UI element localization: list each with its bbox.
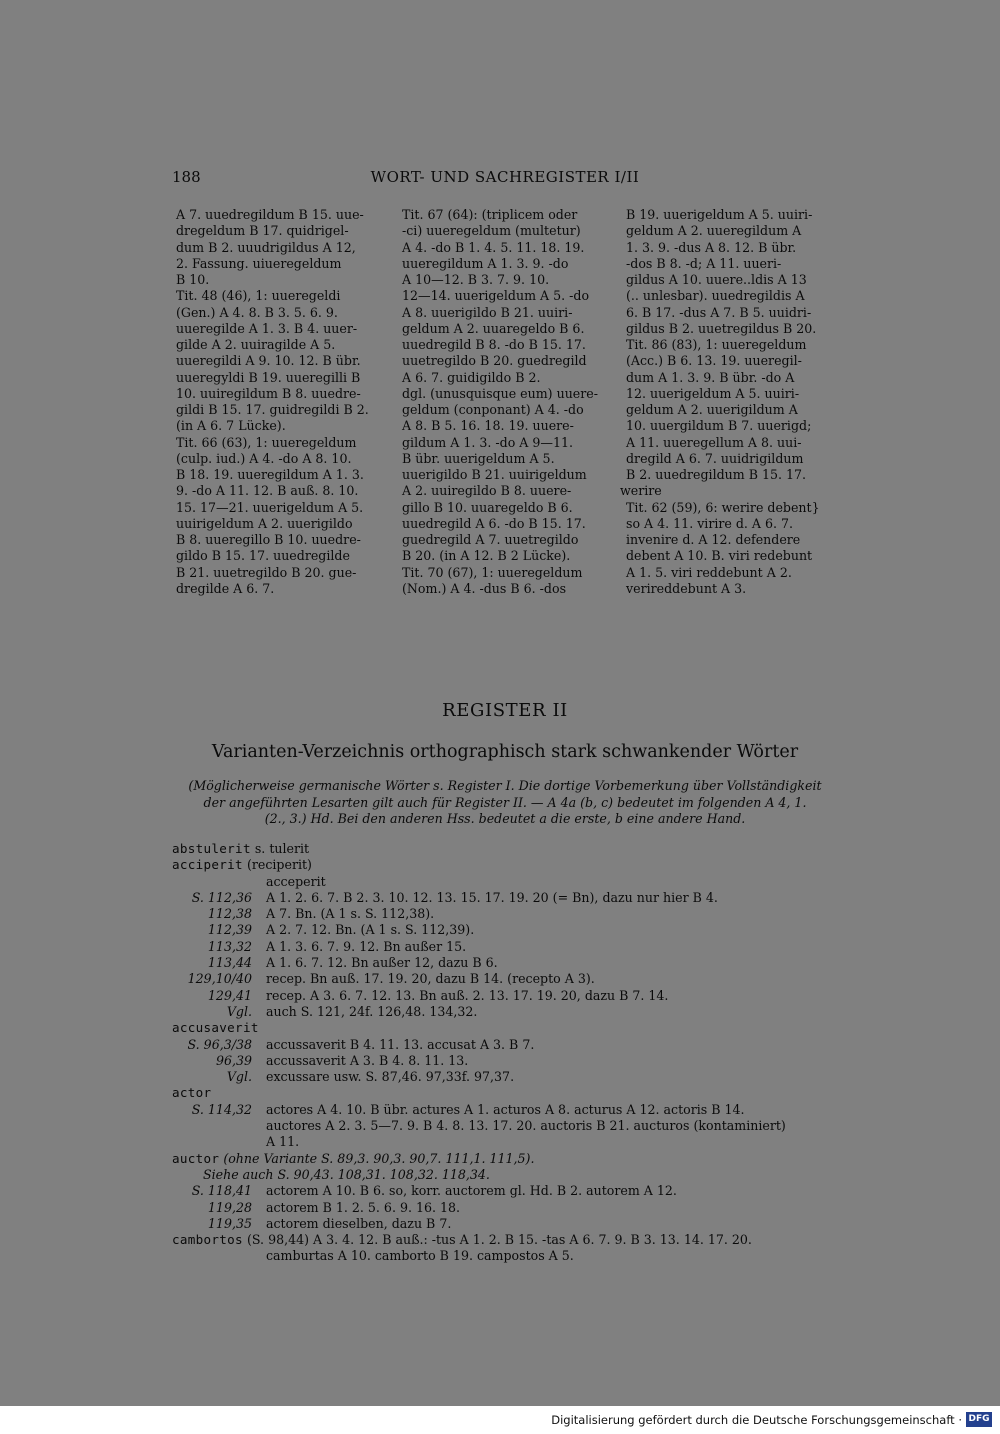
manuscript-readings: actorem A 10. B 6. so, korr. auctorem gl. Hd. B 2. autorem A 12. [266, 1183, 677, 1199]
manuscript-readings: accussaverit A 3. B 4. 8. 11. 13. [266, 1052, 469, 1068]
entry-see-also: Siehe auch S. 90,43. 108,31. 108,32. 118,34. [203, 1166, 490, 1182]
entry-actor [172, 1085, 838, 1101]
index-line: uuedregild A 6. -do B 15. 17. [402, 515, 586, 531]
index-line: Tit. 48 (46), 1: uueregeldi [176, 288, 341, 304]
index-line: 10. uuiregildum B 8. uuedre- [176, 385, 361, 401]
running-title: WORT- UND SACHREGISTER I/II [370, 168, 640, 186]
index-line: B 21. uuetregildo B 20. gue- [176, 564, 357, 580]
manuscript-readings: A 1. 6. 7. 12. Bn außer 12, dazu B 6. [266, 955, 498, 971]
variant-entries [172, 841, 838, 1265]
index-line: geldum A 2. uueregildum A [626, 223, 802, 239]
register-note [172, 778, 838, 828]
index-line: uueregildi A 9. 10. 12. B übr. [176, 353, 361, 369]
index-line: (culp. iud.) A 4. -do A 8. 10. [176, 450, 352, 466]
entry-head: acciperit [172, 857, 243, 873]
index-line: Tit. 66 (63), 1: uueregeldum [176, 434, 357, 450]
index-line: (.. unlesbar). uuedregildis A [626, 288, 805, 304]
index-line: uueregilde A 1. 3. B 4. uuer- [176, 320, 358, 336]
entry-auctor [172, 1151, 838, 1167]
page-reference: 112,39 [207, 922, 252, 938]
page-number: 188 [172, 168, 201, 186]
index-line: A 2. uuiregildo B 8. uuere- [402, 483, 572, 499]
digitization-footer [0, 1406, 1000, 1434]
page-reference: 113,32 [207, 938, 252, 954]
index-line: uueregyldi B 19. uueregilli B [176, 369, 361, 385]
reference-row [172, 1102, 838, 1118]
index-line: invenire d. A 12. defendere [626, 532, 801, 547]
entry-rows [172, 890, 838, 1020]
reference-row [172, 922, 838, 938]
manuscript-readings: A 1. 2. 6. 7. B 2. 3. 10. 12. 13. 15. 17. 19. 20 (= Bn), dazu nur hier B 4. [266, 889, 718, 905]
index-line: uuirigeldum A 2. uuerigildo [176, 515, 353, 531]
index-line: 9. -do A 11. 12. B auß. 8. 10. [176, 483, 359, 499]
reference-row [172, 955, 838, 971]
index-line: uueregildum A 1. 3. 9. -do [402, 255, 569, 271]
index-line: A 10—12. B 3. 7. 9. 10. [402, 272, 550, 287]
index-line: dregilde A 6. 7. [176, 580, 275, 596]
reference-row [172, 1004, 838, 1020]
index-line: debent A 10. B. viri redebunt [626, 548, 813, 564]
entry-rows [172, 1037, 838, 1086]
entry-head: abstulerit [172, 841, 251, 856]
index-line: geldum (conponant) A 4. -do [402, 402, 584, 417]
index-line: 1. 3. 9. -dus A 8. 12. B übr. [626, 239, 797, 255]
note-line: der angeführten Lesarten gilt auch für Register II. — A 4a (b, c) bedeutet im folgenden A 4, 1. [203, 794, 807, 810]
index-line: A 8. B 5. 16. 18. 19. uuere- [402, 418, 574, 434]
reference-row [172, 1134, 838, 1150]
index-line: B 2. uuedregildum B 15. 17. [626, 467, 807, 482]
index-line: B 8. uueregillo B 10. uuedre- [176, 532, 361, 547]
entry-rows [172, 1183, 838, 1232]
index-line: uuerigildo B 21. uuirigeldum [402, 467, 587, 482]
index-line: dum B 2. uuudrigildus A 12, [176, 239, 356, 255]
register-subtitle: Varianten-Verzeichnis orthographisch stark schwankender Wörter [211, 742, 799, 762]
entry-head: accusaverit [172, 1020, 259, 1036]
index-line: (Nom.) A 4. -dus B 6. -dos [402, 580, 567, 596]
reference-row [172, 988, 838, 1004]
manuscript-readings: A 1. 3. 6. 7. 9. 12. Bn außer 15. [266, 938, 467, 954]
manuscript-readings: actores A 4. 10. B übr. actures A 1. acturos A 8. acturus A 12. actoris B 14. [266, 1101, 745, 1117]
reference-row [172, 1037, 838, 1053]
reference-row [172, 1216, 838, 1232]
index-column-1 [176, 207, 388, 597]
index-line: B 18. 19. uueregildum A 1. 3. [176, 467, 364, 482]
index-line: Tit. 86 (83), 1: uueregeldum [626, 337, 807, 352]
entry-head: actor [172, 1085, 212, 1101]
page-reference: S. 112,36 [191, 889, 252, 905]
register-title: REGISTER II [442, 700, 568, 721]
index-line: dgl. (unusquisque eum) uuere- [402, 385, 598, 401]
manuscript-readings: accussaverit B 4. 11. 13. accusat A 3. B 7. [266, 1036, 535, 1052]
index-line: (Acc.) B 6. 13. 19. uueregil- [626, 353, 802, 369]
index-line: (in A 6. 7 Lücke). [176, 418, 286, 434]
page-reference: Vgl. [226, 1069, 252, 1085]
reference-row [172, 971, 838, 987]
reference-row [172, 1069, 838, 1085]
entry-text: (reciperit) [246, 857, 312, 873]
index-line: B 20. (in A 12. B 2 Lücke). [402, 548, 571, 564]
reference-row [172, 1183, 838, 1199]
index-line: 15. 17—21. uuerigeldum A 5. [176, 499, 364, 515]
index-line: gildus B 2. uuetregildus B 20. [626, 320, 817, 336]
index-line: 10. uuergildum B 7. uuerigd; [626, 418, 812, 434]
index-line: 12—14. uuerigeldum A 5. -do [402, 288, 590, 304]
index-line: A 4. -do B 1. 4. 5. 11. 18. 19. [402, 239, 585, 255]
entry-text: (S. 98,44) A 3. 4. 12. B auß.: -tus A 1. 2. B 15. -tas A 6. 7. 9. B 3. 13. 14. 17. 20. [246, 1232, 752, 1248]
manuscript-readings: excussare usw. S. 87,46. 97,33f. 97,37. [266, 1069, 515, 1085]
index-line: dregild A 6. 7. uuidrigildum [626, 450, 804, 466]
page-reference: 119,35 [207, 1215, 252, 1231]
index-line: B 10. [176, 272, 210, 287]
index-line: Tit. 67 (64): (triplicem oder [402, 207, 578, 222]
page-reference: 96,39 [215, 1052, 252, 1068]
index-line: gildus A 10. uuere..ldis A 13 [626, 272, 807, 287]
index-line: A 6. 7. guidigildo B 2. [402, 369, 541, 385]
index-line: A 8. uuerigildo B 21. uuiri- [402, 304, 573, 320]
index-line: 6. B 17. -dus A 7. B 5. uuidri- [626, 304, 812, 320]
manuscript-readings: A 2. 7. 12. Bn. (A 1 s. S. 112,39). [266, 922, 475, 938]
page-reference: 113,44 [207, 955, 252, 971]
index-line: uuedregild B 8. -do B 15. 17. [402, 337, 586, 352]
manuscript-readings: auch S. 121, 24f. 126,48. 134,32. [266, 1003, 478, 1019]
entry-head: auctor [172, 1150, 220, 1166]
page-header [172, 168, 838, 190]
manuscript-readings: A 7. Bn. (A 1 s. S. 112,38). [266, 906, 435, 922]
manuscript-readings: A 11. [266, 1134, 300, 1150]
note-line: (Möglicherweise germanische Wörter s. Register I. Die dortige Vorbemerkung über Vollständigkeit [188, 778, 822, 793]
entry-continuation: camburtas A 10. camborto B 19. campostos A 5. [266, 1248, 574, 1264]
footer-text: Digitalisierung gefördert durch die Deutsche Forschungsgemeinschaft · [551, 1413, 962, 1427]
entry-accusaverit [172, 1020, 838, 1036]
manuscript-readings: actorem B 1. 2. 5. 6. 9. 16. 18. [266, 1199, 461, 1215]
index-line: B 19. uuerigeldum A 5. uuiri- [626, 207, 813, 222]
entry-head: cambortos [172, 1232, 243, 1248]
index-line: B übr. uuerigeldum A 5. [402, 450, 555, 466]
manuscript-readings: actorem dieselben, dazu B 7. [266, 1215, 452, 1231]
index-line: -dos B 8. -d; A 11. uueri- [626, 255, 782, 271]
page-reference: S. 96,3/38 [187, 1036, 252, 1052]
index-line: guedregild A 7. uuetregildo [402, 532, 579, 547]
index-line: A 7. uuedregildum B 15. uue- [176, 207, 364, 222]
index-line: so A 4. 11. virire d. A 6. 7. [626, 515, 794, 531]
index-line: werire [620, 483, 662, 499]
page-reference: 129,41 [207, 987, 252, 1003]
manuscript-readings: recep. Bn auß. 17. 19. 20, dazu B 14. (recepto A 3). [266, 971, 595, 987]
dfg-logo: DFG [966, 1412, 992, 1427]
manuscript-readings: auctores A 2. 3. 5—7. 9. B 4. 8. 13. 17. 20. auctoris B 21. aucturos (kontaminiert) [266, 1118, 786, 1134]
entry-text: (ohne Variante S. 89,3. 90,3. 90,7. 111,1. 111,5). [223, 1150, 535, 1166]
page-reference: 112,38 [207, 906, 252, 922]
reference-row [172, 906, 838, 922]
index-line: geldum A 2. uuaregeldo B 6. [402, 320, 585, 336]
index-line: gildum A 1. 3. -do A 9—11. [402, 434, 574, 450]
index-column-3 [620, 207, 838, 597]
note-line: (2., 3.) Hd. Bei den anderen Hss. bedeutet a die erste, b eine andere Hand. [264, 811, 746, 826]
index-line: uuetregildo B 20. guedregild [402, 353, 587, 369]
index-line: geldum A 2. uuerigildum A [626, 402, 798, 417]
reference-row [172, 1118, 838, 1134]
page-reference: S. 118,41 [191, 1183, 252, 1199]
index-column-2 [402, 207, 614, 597]
index-line: (Gen.) A 4. 8. B 3. 5. 6. 9. [176, 304, 338, 320]
reference-row [172, 890, 838, 906]
entry-rows [172, 1102, 838, 1151]
index-line: 2. Fassung. uiueregeldum [176, 255, 342, 271]
reference-row [172, 1200, 838, 1216]
index-line: dregeldum B 17. quidrigel- [176, 223, 349, 239]
index-line: gilde A 2. uuiragilde A 5. [176, 337, 336, 352]
index-line: A 1. 5. viri reddebunt A 2. [626, 564, 792, 580]
page-reference: Vgl. [226, 1003, 252, 1019]
index-line: A 11. uueregellum A 8. uui- [626, 434, 802, 450]
page-reference: S. 114,32 [191, 1101, 252, 1117]
index-line: gildi B 15. 17. guidregildi B 2. [176, 402, 369, 417]
entry-cambortos [172, 1232, 838, 1248]
entry-abstulerit [172, 841, 838, 857]
page-reference: 129,10/40 [187, 971, 252, 987]
entry-acciperit [172, 857, 838, 873]
index-line: dum A 1. 3. 9. B übr. -do A [626, 369, 795, 385]
index-line: Tit. 62 (59), 6: werire debent} [626, 499, 820, 515]
index-line: verireddebunt A 3. [626, 580, 747, 596]
page-reference: 119,28 [207, 1199, 252, 1215]
reference-row [172, 939, 838, 955]
index-line: gildo B 15. 17. uuedregilde [176, 548, 350, 564]
manuscript-readings: recep. A 3. 6. 7. 12. 13. Bn auß. 2. 13. 17. 19. 20, dazu B 7. 14. [266, 987, 669, 1003]
index-line: Tit. 70 (67), 1: uueregeldum [402, 564, 583, 580]
reference-row [172, 1053, 838, 1069]
entry-variant: acceperit [266, 873, 326, 889]
index-line: gillo B 10. uuaregeldo B 6. [402, 499, 573, 515]
index-line: -ci) uueregeldum (multetur) [402, 223, 581, 239]
index-line: 12. uuerigeldum A 5. uuiri- [626, 385, 800, 401]
entry-text: s. tulerit [254, 841, 310, 856]
